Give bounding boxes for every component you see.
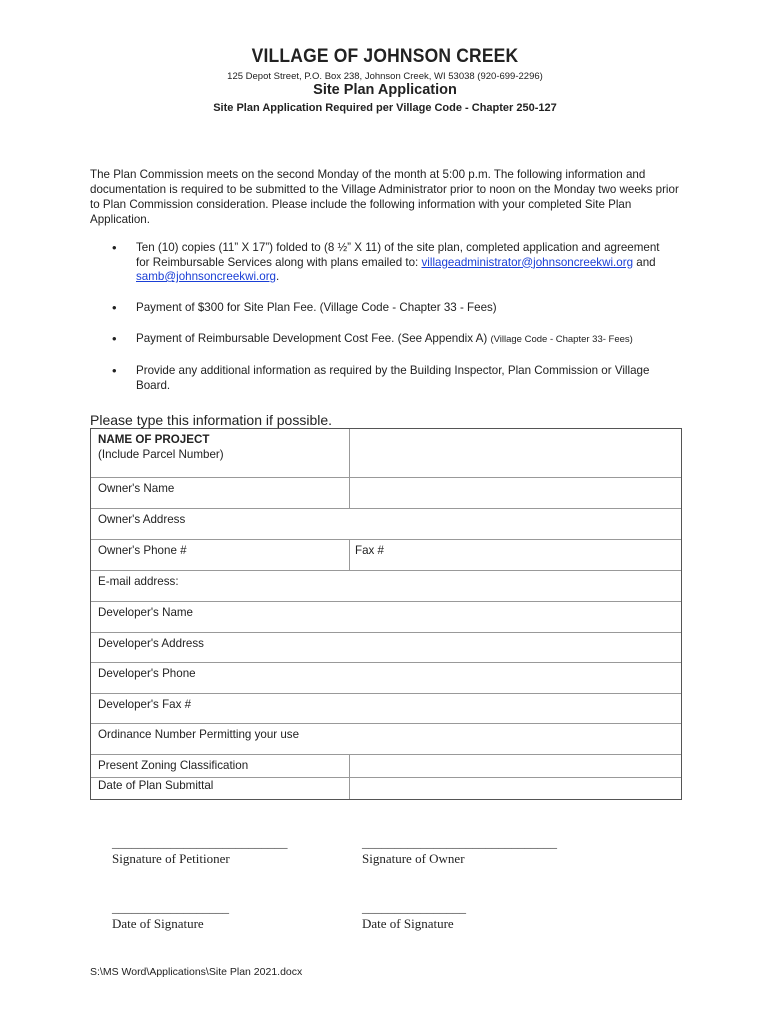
ordinance-number-label: Ordinance Number Permitting your use (98, 728, 300, 741)
requirement-additional-info-text: Provide any additional information as required by the Building Inspector, Plan Commission or Village Board. (136, 364, 650, 392)
row-developer-phone[interactable] (91, 663, 681, 694)
application-form-table (90, 428, 682, 800)
row-developer-name[interactable] (91, 602, 681, 633)
row-email[interactable] (91, 571, 681, 602)
owner-date-label: Date of Signature (362, 916, 454, 931)
row-date-of-submittal[interactable] (91, 778, 681, 799)
form-subtitle: Site Plan Application Required per Village Code - Chapter 250-127 (213, 102, 557, 114)
petitioner-date-block (112, 900, 229, 932)
row-developer-address[interactable] (91, 633, 681, 663)
developer-fax-label: Developer's Fax # (98, 698, 192, 711)
owner-date-block (362, 900, 466, 932)
row-ordinance-number[interactable] (91, 724, 681, 755)
row-owner-address[interactable] (91, 509, 681, 540)
petitioner-signature-label: Signature of Petitioner (112, 851, 230, 866)
requirement-site-plan-fee-text: Payment of $300 for Site Plan Fee. (Village Code - Chapter 33 - Fees) (136, 301, 497, 314)
row-project-name (91, 429, 681, 478)
type-instruction: Please type this information if possible. (90, 412, 333, 428)
petitioner-date-line[interactable]: __________________ (112, 900, 229, 915)
project-parcel-label: (Include Parcel Number) (98, 448, 224, 461)
owner-address-label: Owner's Address (98, 513, 186, 526)
owner-phone-label: Owner's Phone # (98, 544, 187, 557)
email-label: E-mail address: (98, 575, 179, 588)
bullet-icon: • (112, 331, 117, 346)
project-name-label: NAME OF PROJECT (98, 433, 210, 446)
zoning-classification-label: Present Zoning Classification (98, 759, 249, 772)
petitioner-date-label: Date of Signature (112, 916, 204, 931)
owner-date-line[interactable]: ________________ (362, 900, 466, 915)
developer-name-label: Developer's Name (98, 606, 194, 619)
requirement-reimbursable-fee-text: Payment of Reimbursable Development Cost Fee. (See Appendix A) (136, 332, 491, 345)
petitioner-signature-line[interactable]: ___________________________ (112, 835, 288, 850)
email-link-administrator[interactable]: villageadministrator@johnsoncreekwi.org (421, 255, 634, 269)
row-owner-phone[interactable] (91, 540, 681, 571)
row-owner-name[interactable] (91, 478, 681, 509)
bullet-icon: • (112, 363, 117, 378)
village-address: 125 Depot Street, P.O. Box 238, Johnson Creek, WI 53038 (920-699-2296) (227, 71, 543, 82)
row-zoning-classification[interactable] (91, 755, 681, 778)
bullet-icon: • (112, 300, 117, 315)
owner-signature-label: Signature of Owner (362, 851, 465, 866)
row-developer-fax[interactable] (91, 694, 681, 724)
village-name-heading: VILLAGE OF JOHNSON CREEK (251, 46, 519, 67)
intro-paragraph: The Plan Commission meets on the second Monday of the month at 5:00 p.m. The following information and documentation is required to be submitted to the Village Administrator prior to noon on the Monday two weeks prior to Plan Commission consideration. Please include the following information with your completed Site Plan Application. (90, 168, 679, 226)
date-of-submittal-label: Date of Plan Submittal (98, 779, 214, 792)
requirement-reimbursable-fee-code: (Village Code - Chapter 33- Fees) (490, 334, 633, 345)
requirement-copies-text: Ten (10) copies (11” X 17”) folded to (8 ½” X 11) of the site plan, completed application and agreement for Reimbursable Services along with plans emailed to: (136, 241, 660, 269)
owner-name-label: Owner's Name (98, 482, 175, 495)
owner-signature-line[interactable]: ______________________________ (362, 835, 557, 850)
fax-label: Fax # (355, 544, 384, 557)
bullet-icon: • (112, 240, 117, 255)
email-and: and (633, 255, 656, 269)
developer-address-label: Developer's Address (98, 637, 204, 650)
owner-signature-block (362, 835, 557, 867)
developer-phone-label: Developer's Phone (98, 667, 196, 680)
email-link-samb[interactable]: samb@johnsoncreekwi.org (136, 270, 277, 283)
petitioner-signature-block (112, 835, 288, 867)
form-title: Site Plan Application (313, 82, 457, 98)
file-path-footer: S:\MS Word\Applications\Site Plan 2021.docx (90, 966, 303, 978)
